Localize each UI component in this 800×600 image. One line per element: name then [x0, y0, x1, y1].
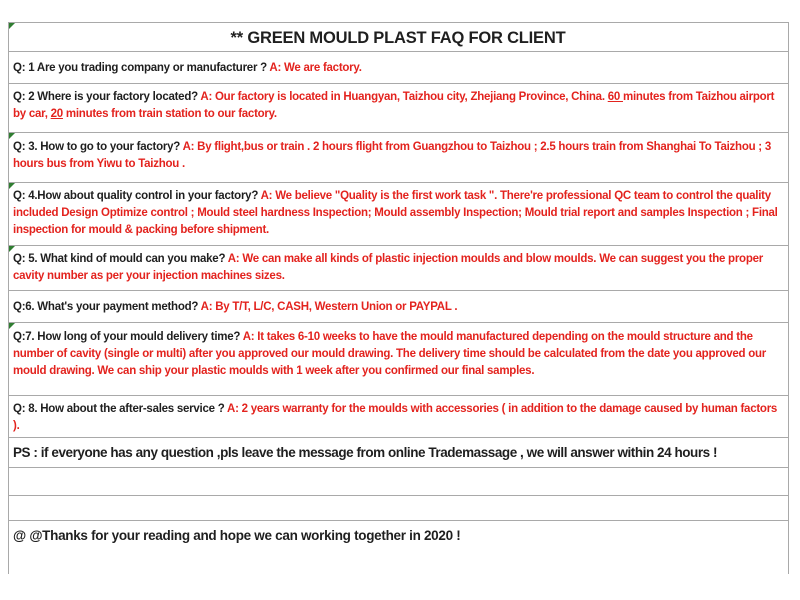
answer-text-part: minutes from train station to our factory. — [62, 108, 277, 120]
cell-corner-marker-icon — [9, 323, 15, 329]
cell-corner-marker-icon — [9, 133, 15, 139]
answer-text: A: We can make all kinds of plastic injection moulds and blow moulds. We can suggest you the proper cavity number as per your injection machines sizes. — [13, 253, 763, 282]
answer-text-part: minutes from Taizhou airport by car, — [13, 91, 775, 120]
thanks-row — [8, 520, 789, 549]
page-title: ** GREEN MOULD PLAST FAQ FOR CLIENT — [230, 29, 566, 47]
question-text: Q: 4.How about quality control in your factory? — [13, 190, 261, 202]
question-text: Q:7. How long of your mould delivery time? — [13, 331, 243, 343]
answer-text: A: By T/T, L/C, CASH, Western Union or PAYPAL . — [200, 301, 458, 313]
answer-text: A: 2 years warranty for the moulds with accessories ( in addition to the damage caused by human factors ). — [13, 403, 778, 432]
thanks-text: @ @Thanks for your reading and hope we can working together in 2020 ! — [13, 528, 461, 543]
ps-text: PS : if everyone has any question ,pls leave the message from online Trademassage , we will answer within 24 hours ! — [13, 445, 718, 460]
title-row — [8, 22, 789, 52]
answer-text-part: A: Our factory is located in Huangyan, Taizhou city, Zhejiang Province, China. — [200, 91, 608, 103]
answer-text: A: By flight,bus or train . 2 hours flight from Guangzhou to Taizhou ; 2.5 hours train from Shanghai To Taizhou ; 3 hours bus from Yiwu to Taizhou . — [13, 141, 771, 170]
faq-row-q3 — [8, 132, 789, 183]
faq-row-q4 — [8, 182, 789, 246]
cell-corner-marker-icon — [9, 23, 15, 29]
faq-row-q8 — [8, 395, 789, 438]
answer-underlined-value: 60 — [607, 91, 623, 103]
faq-row-q6 — [8, 290, 789, 323]
answer-underlined-value: 20 — [50, 108, 63, 120]
answer-text: A: We are factory. — [269, 62, 362, 74]
faq-row-q7 — [8, 322, 789, 396]
question-text: Q: 5. What kind of mould can you make? — [13, 253, 228, 265]
question-text: Q: 1 Are you trading company or manufacturer ? — [13, 62, 270, 74]
faq-table — [8, 22, 789, 574]
empty-row — [8, 467, 789, 496]
ps-row — [8, 437, 789, 468]
table-tail-row — [8, 548, 789, 574]
faq-row-q1 — [8, 51, 789, 84]
faq-row-q2 — [8, 83, 789, 133]
question-text: Q:6. What's your payment method? — [13, 301, 201, 313]
answer-text: A: We believe "Quality is the first work task ". There're professional QC team to control the quality included Design Optimize control ; Mould steel hardness Inspection; Mould assembly Inspection; Mould trial report and samples Inspection ; Final inspection for mould & packing before shipment. — [13, 190, 778, 236]
faq-row-q5 — [8, 245, 789, 291]
question-text: Q: 2 Where is your factory located? — [13, 91, 201, 103]
empty-row — [8, 495, 789, 521]
question-text: Q: 3. How to go to your factory? — [13, 141, 183, 153]
cell-corner-marker-icon — [9, 183, 15, 189]
cell-corner-marker-icon — [9, 246, 15, 252]
answer-text: A: It takes 6-10 weeks to have the mould manufactured depending on the mould structure and the number of cavity (single or multi) after you approved our mould drawing. The delivery time should be calculated from the date you approved our mould drawing. We can ship your plastic moulds with 1 week after you confirmed our final samples. — [13, 331, 767, 377]
question-text: Q: 8. How about the after-sales service ? — [13, 403, 228, 415]
